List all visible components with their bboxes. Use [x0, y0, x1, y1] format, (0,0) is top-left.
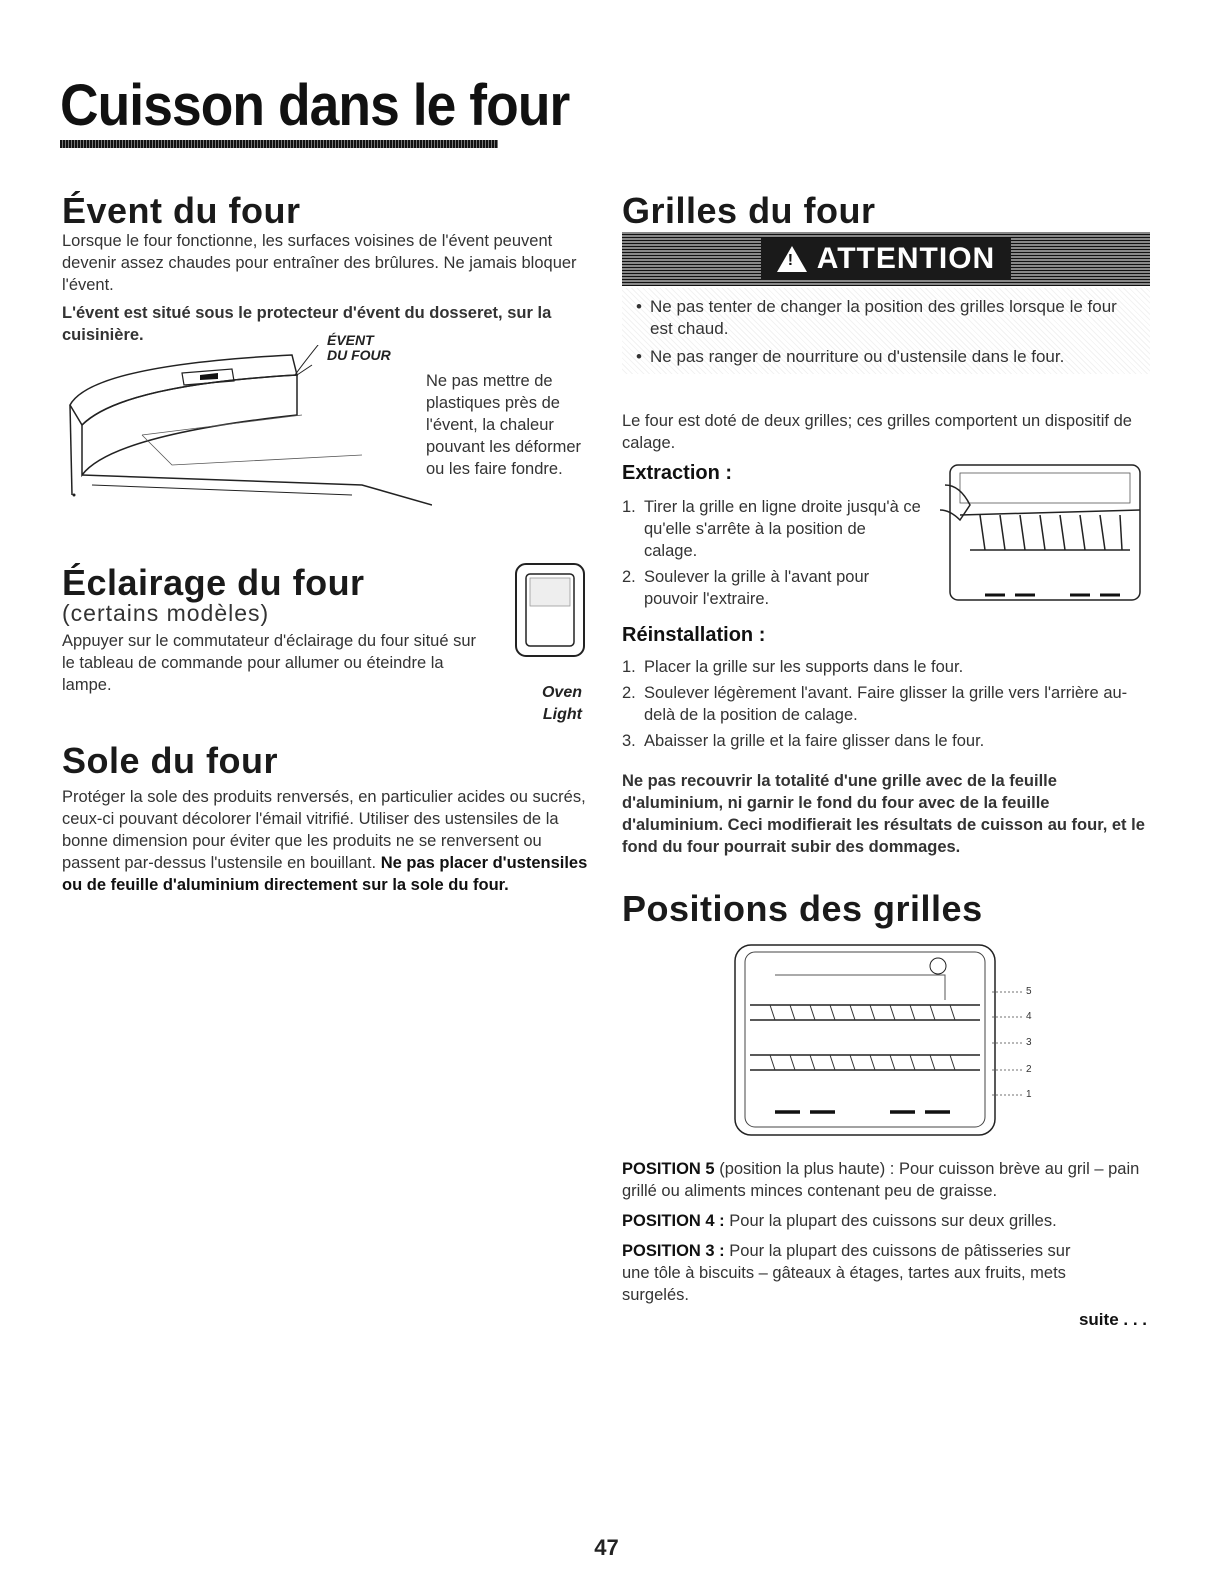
sole-text: Protéger la sole des produits renversés, en particulier acides ou sucrés, ceux-ci pouvant décolorer l'émail vitrifié. Utiliser des ustensiles de la bonne dimension pour éviter que les produits ne se renversent ou passent par-dessus l'ustensile en bouillant. Ne pas placer d'ustensiles ou de feuille d'aluminium directement sur la sole du four. [62, 788, 588, 894]
reinstall-heading: Réinstallation : [622, 624, 766, 646]
position-4-text: POSITION 4 : Pour la plupart des cuissons sur deux grilles. [622, 1212, 1057, 1230]
attention-box [622, 288, 1150, 374]
positions-heading: Positions des grilles [622, 888, 983, 929]
event-intro: Lorsque le four fonctionne, les surfaces voisines de l'évent peuvent devenir assez chaudes pour entraîner des brûlures. Ne jamais bloquer l'évent. [62, 232, 577, 294]
attention-banner [622, 232, 1150, 286]
page-title: Cuisson dans le four [60, 73, 570, 138]
event-location-note: L'évent est situé sous le protecteur d'évent du dosseret, sur la cuisinière. [62, 304, 552, 344]
rack-number: 3 [1026, 1037, 1032, 1048]
oven-vent-illustration [62, 345, 432, 515]
sole-heading: Sole du four [62, 740, 278, 781]
oven-light-switch-icon [512, 560, 588, 660]
eclairage-subheading: (certains modèles) [62, 600, 270, 626]
position-3-text: POSITION 3 : Pour la plupart des cuissons de pâtisseries sur une tôle à biscuits – gâteaux à étages, tartes aux fruits, mets surgelés. [622, 1242, 1071, 1304]
attention-label: ATTENTION [816, 242, 996, 275]
list-item: 3. Abaisser la grille et la faire glisser dans le four. [622, 732, 985, 750]
event-heading: Évent du four [62, 190, 301, 231]
extraction-steps [622, 496, 922, 614]
grilles-intro: Le four est doté de deux grilles; ces grilles comportent un dispositif de calage. [622, 412, 1132, 452]
list-item: 1. Tirer la grille en ligne droite jusqu'à ce qu'elle s'arrête à la position de calage. [622, 498, 921, 560]
grilles-warning: Ne pas recouvrir la totalité d'une grille avec de la feuille d'aluminium, ni garnir le fond du four avec de la feuille d'aluminium. Ceci modifierait les résultats de cuisson au four, et le fond du four pourrait subir des dommages. [622, 772, 1145, 856]
eclairage-text: Appuyer sur le commutateur d'éclairage du four situé sur le tableau de commande pour allumer ou éteindre la lampe. [62, 632, 477, 694]
event-figure-label: ÉVENT DU FOUR [327, 332, 391, 363]
title-underline [60, 140, 498, 148]
page-number: 47 [594, 1535, 619, 1560]
event-side-note: Ne pas mettre de plastiques près de l'évent, la chaleur pouvant les déformer ou les faire fondre. [426, 372, 582, 478]
rack-number: 4 [1026, 1011, 1032, 1022]
rack-number: 5 [1026, 986, 1032, 997]
eclairage-heading: Éclairage du four [62, 562, 365, 603]
list-item: 2. Soulever légèrement l'avant. Faire glisser la grille vers l'arrière au-delà de la position de calage. [622, 684, 1128, 724]
rack-number: 2 [1026, 1064, 1032, 1075]
rack-number: 1 [1026, 1089, 1032, 1100]
extraction-heading: Extraction : [622, 462, 733, 484]
oven-light-label: Oven Light [541, 684, 582, 723]
position-5-text: POSITION 5 (position la plus haute) : Pour cuisson brève au gril – pain grillé ou aliments minces contenant peu de graisse. [622, 1160, 1140, 1200]
continued-note: suite . . . [1078, 1310, 1147, 1329]
list-item: 1. Placer la grille sur les supports dans le four. [622, 658, 964, 676]
attention-item: • Ne pas ranger de nourriture ou d'ustensile dans le four. [632, 346, 1140, 368]
reinstall-steps [622, 656, 1142, 756]
grilles-heading: Grilles du four [622, 190, 876, 231]
rack-extraction-illustration [940, 455, 1152, 605]
warning-triangle-icon [777, 246, 807, 272]
attention-item: • Ne pas tenter de changer la position des grilles lorsque le four est chaud. [632, 296, 1140, 340]
list-item: 2. Soulever la grille à l'avant pour pouvoir l'extraire. [622, 568, 870, 608]
rack-positions-illustration [730, 940, 1050, 1140]
